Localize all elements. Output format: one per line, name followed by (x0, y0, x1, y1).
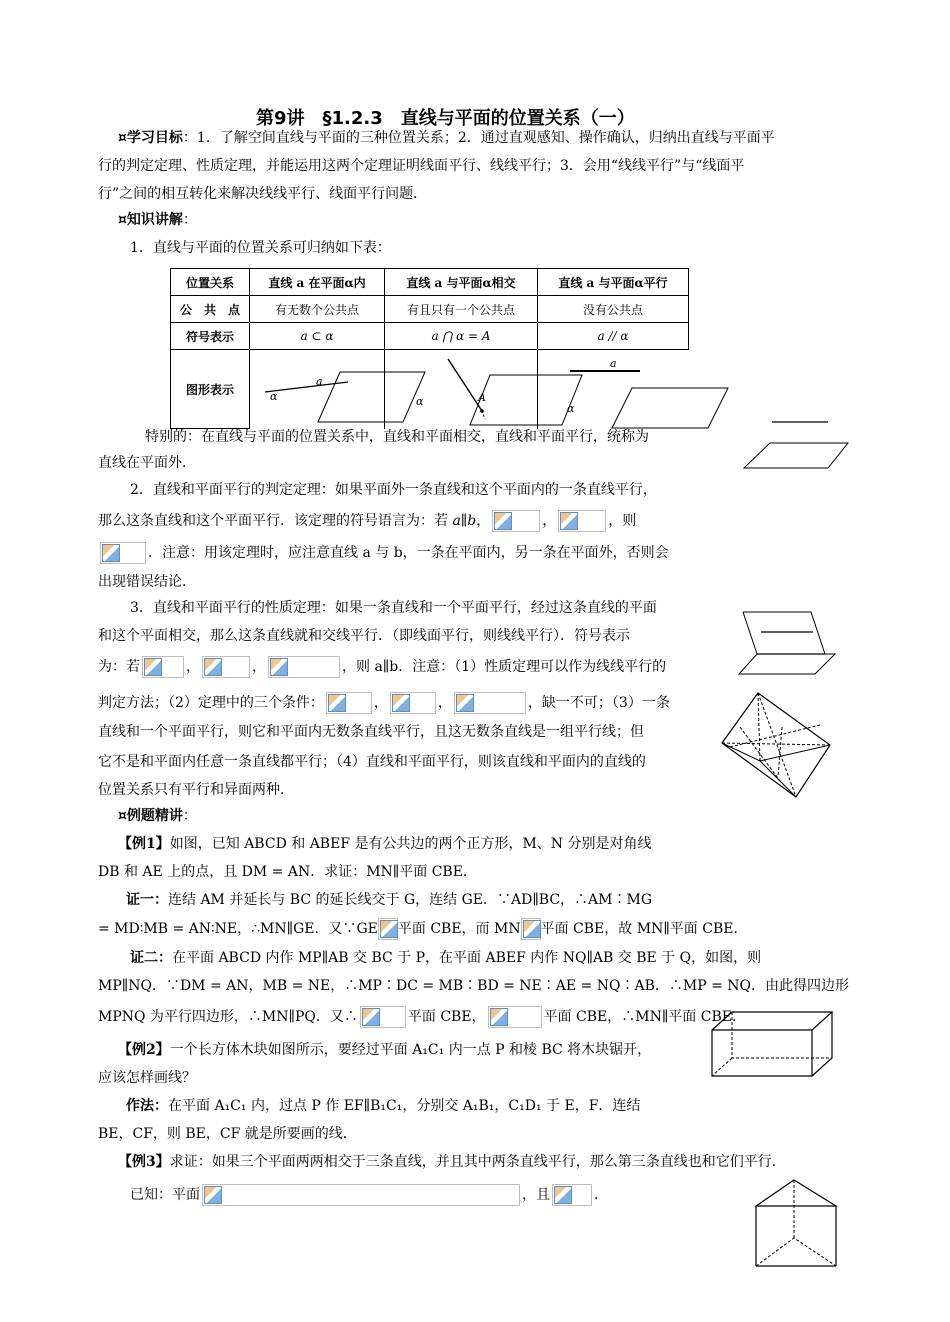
plane-shape (612, 388, 728, 428)
row-header: 公 共 点 (171, 296, 250, 323)
formula-image-placeholder (488, 1006, 542, 1028)
goals-line-3: 行”之间的相互转化来解决线线平行、线面平行问题． (98, 186, 428, 202)
knowledge-heading: ¤知识讲解： (118, 212, 197, 228)
formula-image-placeholder (521, 918, 541, 940)
table-cell: 有且只有一个公共点 (385, 296, 538, 323)
table-cell: a ⋂ α = A (385, 323, 538, 350)
theorem3-line-7: 位置关系只有平行和异面两种． (98, 782, 294, 798)
theorem3-line-3: 为：若 ， ， ，则 a∥b．注意：（1）性质定理可以作为线线平行的 (98, 656, 666, 678)
known-line: 已知：平面 ，且 ． (130, 1184, 608, 1206)
method-line-1: 作法：在平面 A₁C₁ 内，过点 P 作 EF∥B₁C₁，分别交 A₁B₁，C₁D₁ 于 E，F．连结 (126, 1098, 641, 1114)
theorem2-line-3: ．注意：用该定理时，应注意直线 a 与 b，一条在平面内，另一条在平面外，否则会 (98, 542, 669, 564)
theorem2-line-2: 那么这条直线和这个平面平行．该定理的符号语言为：若 a∥b， ， ，则 (98, 510, 636, 532)
figure-two-squares (720, 685, 835, 803)
proof2-line-3: MPNQ 为平行四边形，∴MN∥PQ．又∴ 平面 CBE， 平面 CBE，∴MN∥平面 CBE． (98, 1006, 746, 1028)
plane-shape (470, 375, 582, 425)
proof1-line-2: = MD∶MB = AN∶NE，∴MN∥GE．又∵GE 平面 CBE，而 MN 平面 CBE，故 MN∥平面 CBE． (98, 918, 747, 940)
formula-image-placeholder (142, 656, 184, 678)
page-title: 第9讲 §1.2.3 直线与平面的位置关系（一） (256, 108, 635, 129)
proof2-line-2: MP∥NQ．∵DM = AN，MB = NE，∴MP∶DC = MB∶BD = NE∶AE = NQ∶AB．∴MP = NQ．由此得四边形 (98, 978, 849, 994)
special-line-1: 特别的：在直线与平面的位置关系中，直线和平面相交，直线和平面平行，统称为 (145, 429, 649, 445)
plane-shape (318, 372, 425, 422)
formula-image-placeholder (552, 1184, 592, 1206)
formula-image-placeholder (268, 656, 340, 678)
fig-label-a: a (610, 357, 617, 370)
example2-line-1: 【例2】一个长方体木块如图所示，要经过平面 A₁C₁ 内一点 P 和棱 BC 将木块锯开， (118, 1042, 652, 1058)
figure-prism (752, 1176, 842, 1270)
row-header: 位置关系 (171, 269, 250, 296)
figure-cuboid (708, 1008, 838, 1080)
theorem3-line-5: 直线和一个平面平行，则它和平面内无数条直线平行，且这无数条直线是一组平行线；但 (98, 724, 644, 740)
example1-line-2: DB 和 AE 上的点，且 DM = AN．求证：MN∥平面 CBE． (98, 864, 477, 880)
formula-image-placeholder (100, 542, 146, 564)
table-cell: a ⊂ α (250, 323, 385, 350)
theorem3-line-6: 它不是和平面内任意一条直线都平行；（4）直线和平面平行，则该直线和平面内的直线的 (98, 754, 646, 770)
goals-line-2: 行的判定定理、性质定理，并能运用这两个定理证明线面平行、线线平行；3．会用“线线平行”与“线面平 (98, 158, 745, 174)
formula-image-placeholder (360, 1006, 406, 1028)
formula-image-placeholder (378, 918, 398, 940)
proof2-line-1: 证二：在平面 ABCD 内作 MP∥AB 交 BC 于 P，在平面 ABEF 内作 NQ∥AB 交 BE 于 Q，如图，则 (130, 950, 762, 966)
proof1-line-1: 证一：连结 AM 并延长与 BC 的延长线交于 G，连结 GE．∵AD∥BC，∴AM∶MG (126, 892, 653, 908)
theorem3-line-4: 判定方法；（2）定理中的三个条件： ， ， ，缺一不可；（3）一条 (98, 692, 670, 714)
example2-line-2: 应该怎样画线？ (98, 1070, 196, 1086)
theorem2-line-4: 出现错误结论． (98, 574, 196, 590)
line-shape (448, 359, 482, 411)
formula-image-placeholder (558, 510, 606, 532)
table-cell: 有无数个公共点 (250, 296, 385, 323)
fig-label-A: A (478, 391, 486, 404)
formula-image-placeholder (390, 692, 436, 714)
row-header: 符号表示 (171, 323, 250, 350)
fig-label-alpha: α (416, 395, 424, 408)
figure-folded-planes (735, 608, 845, 683)
formula-image-placeholder (492, 510, 540, 532)
fig-label-alpha: α (567, 402, 575, 415)
formula-image-placeholder (202, 1184, 520, 1206)
theorem3-line-2: 和这个平面相交，那么这条直线就和交线平行．（即线面平行，则线线平行）．符号表示 (98, 628, 630, 644)
table-figures (170, 355, 730, 435)
method-line-2: BE，CF，则 BE，CF 就是所要画的线． (98, 1126, 357, 1142)
table-cell: a // α (538, 323, 689, 350)
special-line-2: 直线在平面外． (98, 455, 196, 471)
example1-line-1: 【例1】如图，已知 ABCD 和 ABEF 是有公共边的两个正方形，M、N 分别是对角线 (118, 836, 652, 852)
example3-line-1: 【例3】求证：如果三个平面两两相交于三条直线，并且其中两条直线平行，那么第三条直线也和它们平行． (118, 1154, 786, 1170)
line-shape (265, 382, 348, 392)
row-header: 图形表示 (171, 350, 250, 429)
table-cell: 没有公共点 (538, 296, 689, 323)
formula-image-placeholder (202, 656, 250, 678)
col-header: 直线 a 与平面α平行 (538, 269, 689, 296)
fig-label-a: a (316, 375, 323, 388)
table-intro: 1．直线与平面的位置关系可归纳如下表： (130, 240, 391, 256)
formula-image-placeholder (454, 692, 526, 714)
goals-line-1: ¤学习目标：1．了解空间直线与平面的三种位置关系；2．通过直观感知、操作确认，归纳出直线与平面平 (118, 130, 775, 146)
theorem3-line-1: 3．直线和平面平行的性质定理：如果一条直线和一个平面平行，经过这条直线的平面 (130, 600, 657, 616)
col-header: 直线 a 与平面α相交 (385, 269, 538, 296)
figure-parallel-plane (740, 410, 850, 475)
col-header: 直线 a 在平面α内 (250, 269, 385, 296)
goals-label: ¤学习目标 (118, 130, 183, 146)
fig-label-alpha: α (270, 390, 278, 403)
formula-image-placeholder (326, 692, 372, 714)
examples-heading: ¤例题精讲： (118, 808, 197, 824)
theorem2-line-1: 2．直线和平面平行的判定定理：如果平面外一条直线和这个平面内的一条直线平行， (130, 482, 657, 498)
